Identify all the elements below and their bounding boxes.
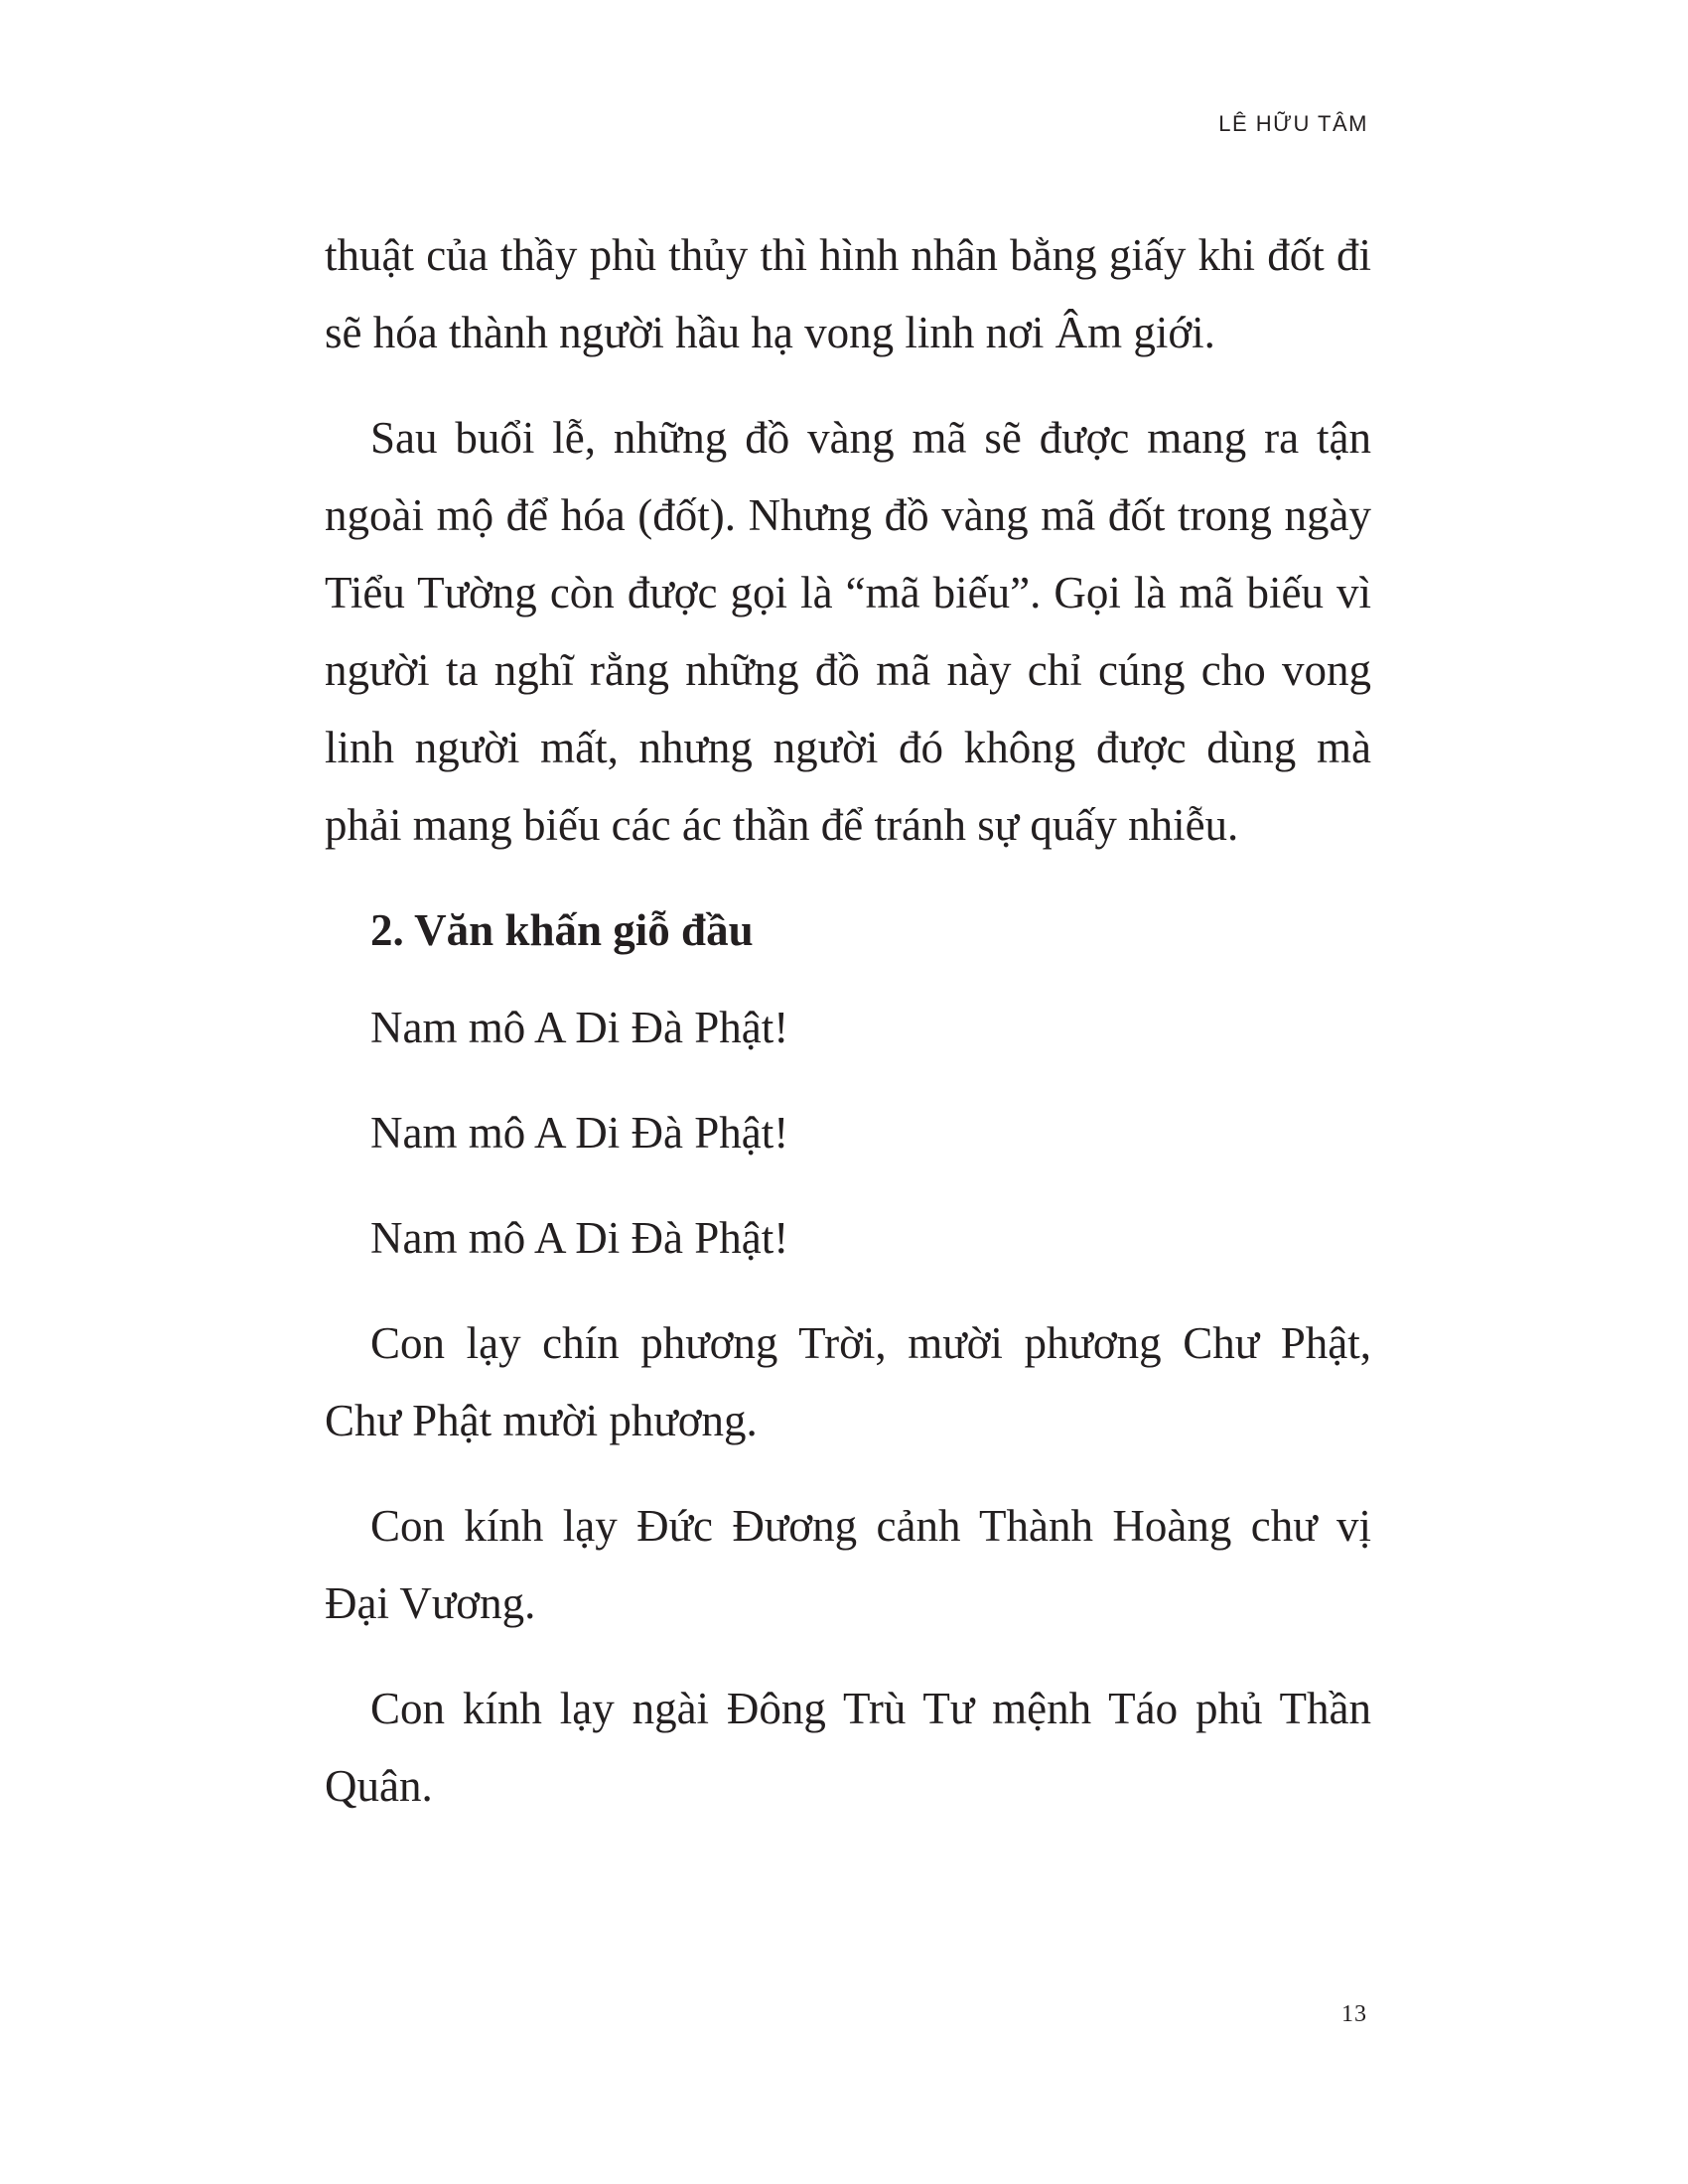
section-heading: 2. Văn khấn giỗ đầu xyxy=(370,905,754,955)
paragraph-ma-bieu: Sau buổi lễ, những đồ vàng mã sẽ được mang ra tận ngoài mộ để hóa (đốt). Nhưng đồ vàng mã đốt trong ngày Tiểu Tường còn được gọi là “mã biếu”. Gọi là mã biếu vì người ta nghĩ rằng những đồ mã này chỉ cúng cho vong linh người mất, nhưng người đó không được dùng mà phải mang biếu các ác thần để tránh sự quấy nhiễu. xyxy=(325,413,1371,850)
paragraph-continuation: thuật của thầy phù thủy thì hình nhân bằng giấy khi đốt đi sẽ hóa thành người hầu hạ vong linh nơi Âm giới. xyxy=(325,230,1371,357)
prayer-paragraph: Con kính lạy ngài Đông Trù Tư mệnh Táo phủ Thần Quân. xyxy=(325,1684,1371,1811)
prayer-line: Nam mô A Di Đà Phật! xyxy=(370,1003,789,1052)
prayer-line: Nam mô A Di Đà Phật! xyxy=(370,1108,789,1158)
prayer-paragraph: Con lạy chín phương Trời, mười phương Chư Phật, Chư Phật mười phương. xyxy=(325,1318,1371,1445)
prayer-line: Nam mô A Di Đà Phật! xyxy=(370,1213,789,1263)
page-body xyxy=(325,216,1371,1852)
running-head: LÊ HỮU TÂM xyxy=(1218,111,1368,136)
page-number: 13 xyxy=(1341,2001,1367,2027)
prayer-paragraph: Con kính lạy Đức Đương cảnh Thành Hoàng chư vị Đại Vương. xyxy=(325,1501,1371,1628)
